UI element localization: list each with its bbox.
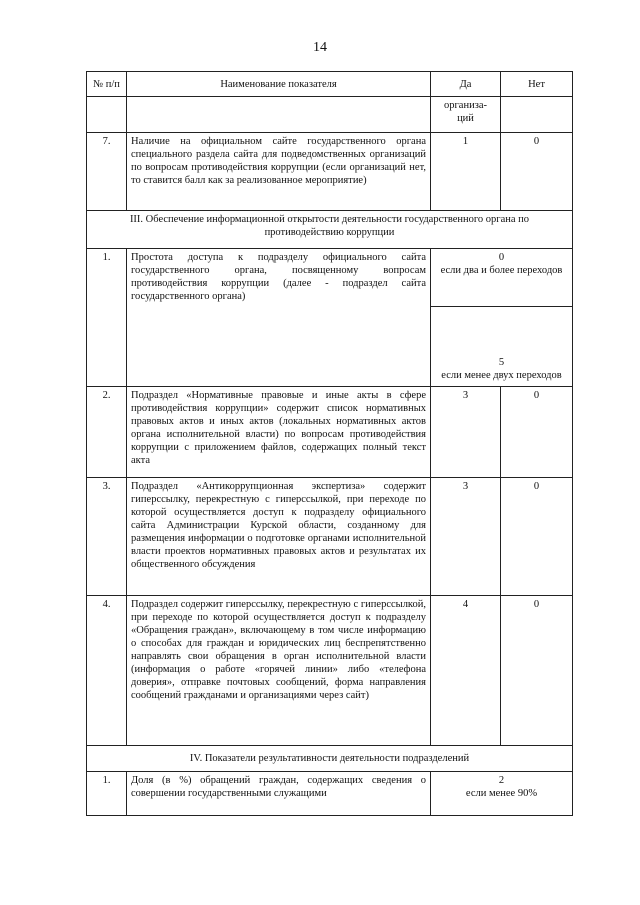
section-row xyxy=(87,746,573,772)
option-value: 0 xyxy=(498,252,505,263)
yes-score: 4 xyxy=(431,596,501,746)
table-row xyxy=(87,249,573,307)
cont-yes: организа- ций xyxy=(431,97,501,133)
table-row xyxy=(87,387,573,478)
option-label: если два и более переходов xyxy=(440,265,563,276)
header-no: Нет xyxy=(501,72,573,97)
yes-score: 3 xyxy=(431,387,501,478)
header-name: Наименование показателя xyxy=(127,72,431,97)
row-description: Простота доступа к подразделу официального сайта государственного органа, посвященному вопросам противодействия коррупции (далее - подраздел сайта государственного органа) xyxy=(127,249,431,387)
score-option-1 xyxy=(431,249,573,307)
cont-no xyxy=(501,97,573,133)
row-number: 1. xyxy=(87,249,127,387)
row-description: Подраздел содержит гиперссылку, перекрестную с гиперссылкой, при переходе по которой осуществляется доступ к подразделу «Обращения граждан», включающему в том числе информацию о способах для граждан и юридических лиц беспрепятственно направлять свои обращения в орган исполнительной власти (информация о работе «горячей линии» либо «телефона доверия», отправке почтовых сообщений, форма направления сообщений гражданами и организациями через сайт) xyxy=(127,596,431,746)
yes-score: 1 xyxy=(431,133,501,211)
table-row xyxy=(87,133,573,211)
cont-num xyxy=(87,97,127,133)
no-score: 0 xyxy=(501,387,573,478)
header-row xyxy=(87,72,573,97)
yes-score: 3 xyxy=(431,478,501,596)
score-option-2 xyxy=(431,307,573,387)
option-value: 5 xyxy=(498,357,505,368)
row-number: 2. xyxy=(87,387,127,478)
row-description: Подраздел «Нормативные правовые и иные акты в сфере противодействия коррупции» содержит список нормативных правовых актов и иных актов (локальных нормативных актов органа исполнительной власти) по вопросам противодействия коррупции с приложением файлов, содержащих полный текст акта xyxy=(127,387,431,478)
no-score: 0 xyxy=(501,478,573,596)
section-row xyxy=(87,211,573,249)
row-number: 3. xyxy=(87,478,127,596)
page-number: 14 xyxy=(313,40,327,55)
option-label: если менее двух переходов xyxy=(441,370,562,381)
option-label: если менее 90% xyxy=(465,788,538,799)
row-description: Подраздел «Антикоррупционная экспертиза» содержит гиперссылку, перекрестную с гиперссылкой, при переходе по которой осуществляется доступ к подразделу официального сайта Администрации Курской области, созданному для размещения информации о подготовке органами исполнительной власти проектов нормативных правовых актов и результатах их общественного обсуждения xyxy=(127,478,431,596)
option-value: 2 xyxy=(498,775,505,786)
indicator-table xyxy=(86,71,573,816)
row-description: Доля (в %) обращений граждан, содержащих сведения о совершении государственными служащими xyxy=(127,772,431,816)
section-title: IV. Показатели результативности деятельности подразделений xyxy=(87,746,573,772)
header-yes: Да xyxy=(431,72,501,97)
table-row xyxy=(87,478,573,596)
section-title: III. Обеспечение информационной открытости деятельности государственного органа по противодействию коррупции xyxy=(87,211,573,249)
table-row xyxy=(87,596,573,746)
no-score: 0 xyxy=(501,596,573,746)
header-num: № п/п xyxy=(87,72,127,97)
row-number: 4. xyxy=(87,596,127,746)
continuation-row xyxy=(87,97,573,133)
cont-name xyxy=(127,97,431,133)
score-option-1 xyxy=(431,772,573,816)
row-number: 1. xyxy=(87,772,127,816)
row-number: 7. xyxy=(87,133,127,211)
no-score: 0 xyxy=(501,133,573,211)
table-row xyxy=(87,772,573,816)
row-description: Наличие на официальном сайте государственного органа специального раздела сайта для подведомственных организаций по вопросам противодействия коррупции (если организаций нет, то ставится балл как за реализованное мероприятие) xyxy=(127,133,431,211)
